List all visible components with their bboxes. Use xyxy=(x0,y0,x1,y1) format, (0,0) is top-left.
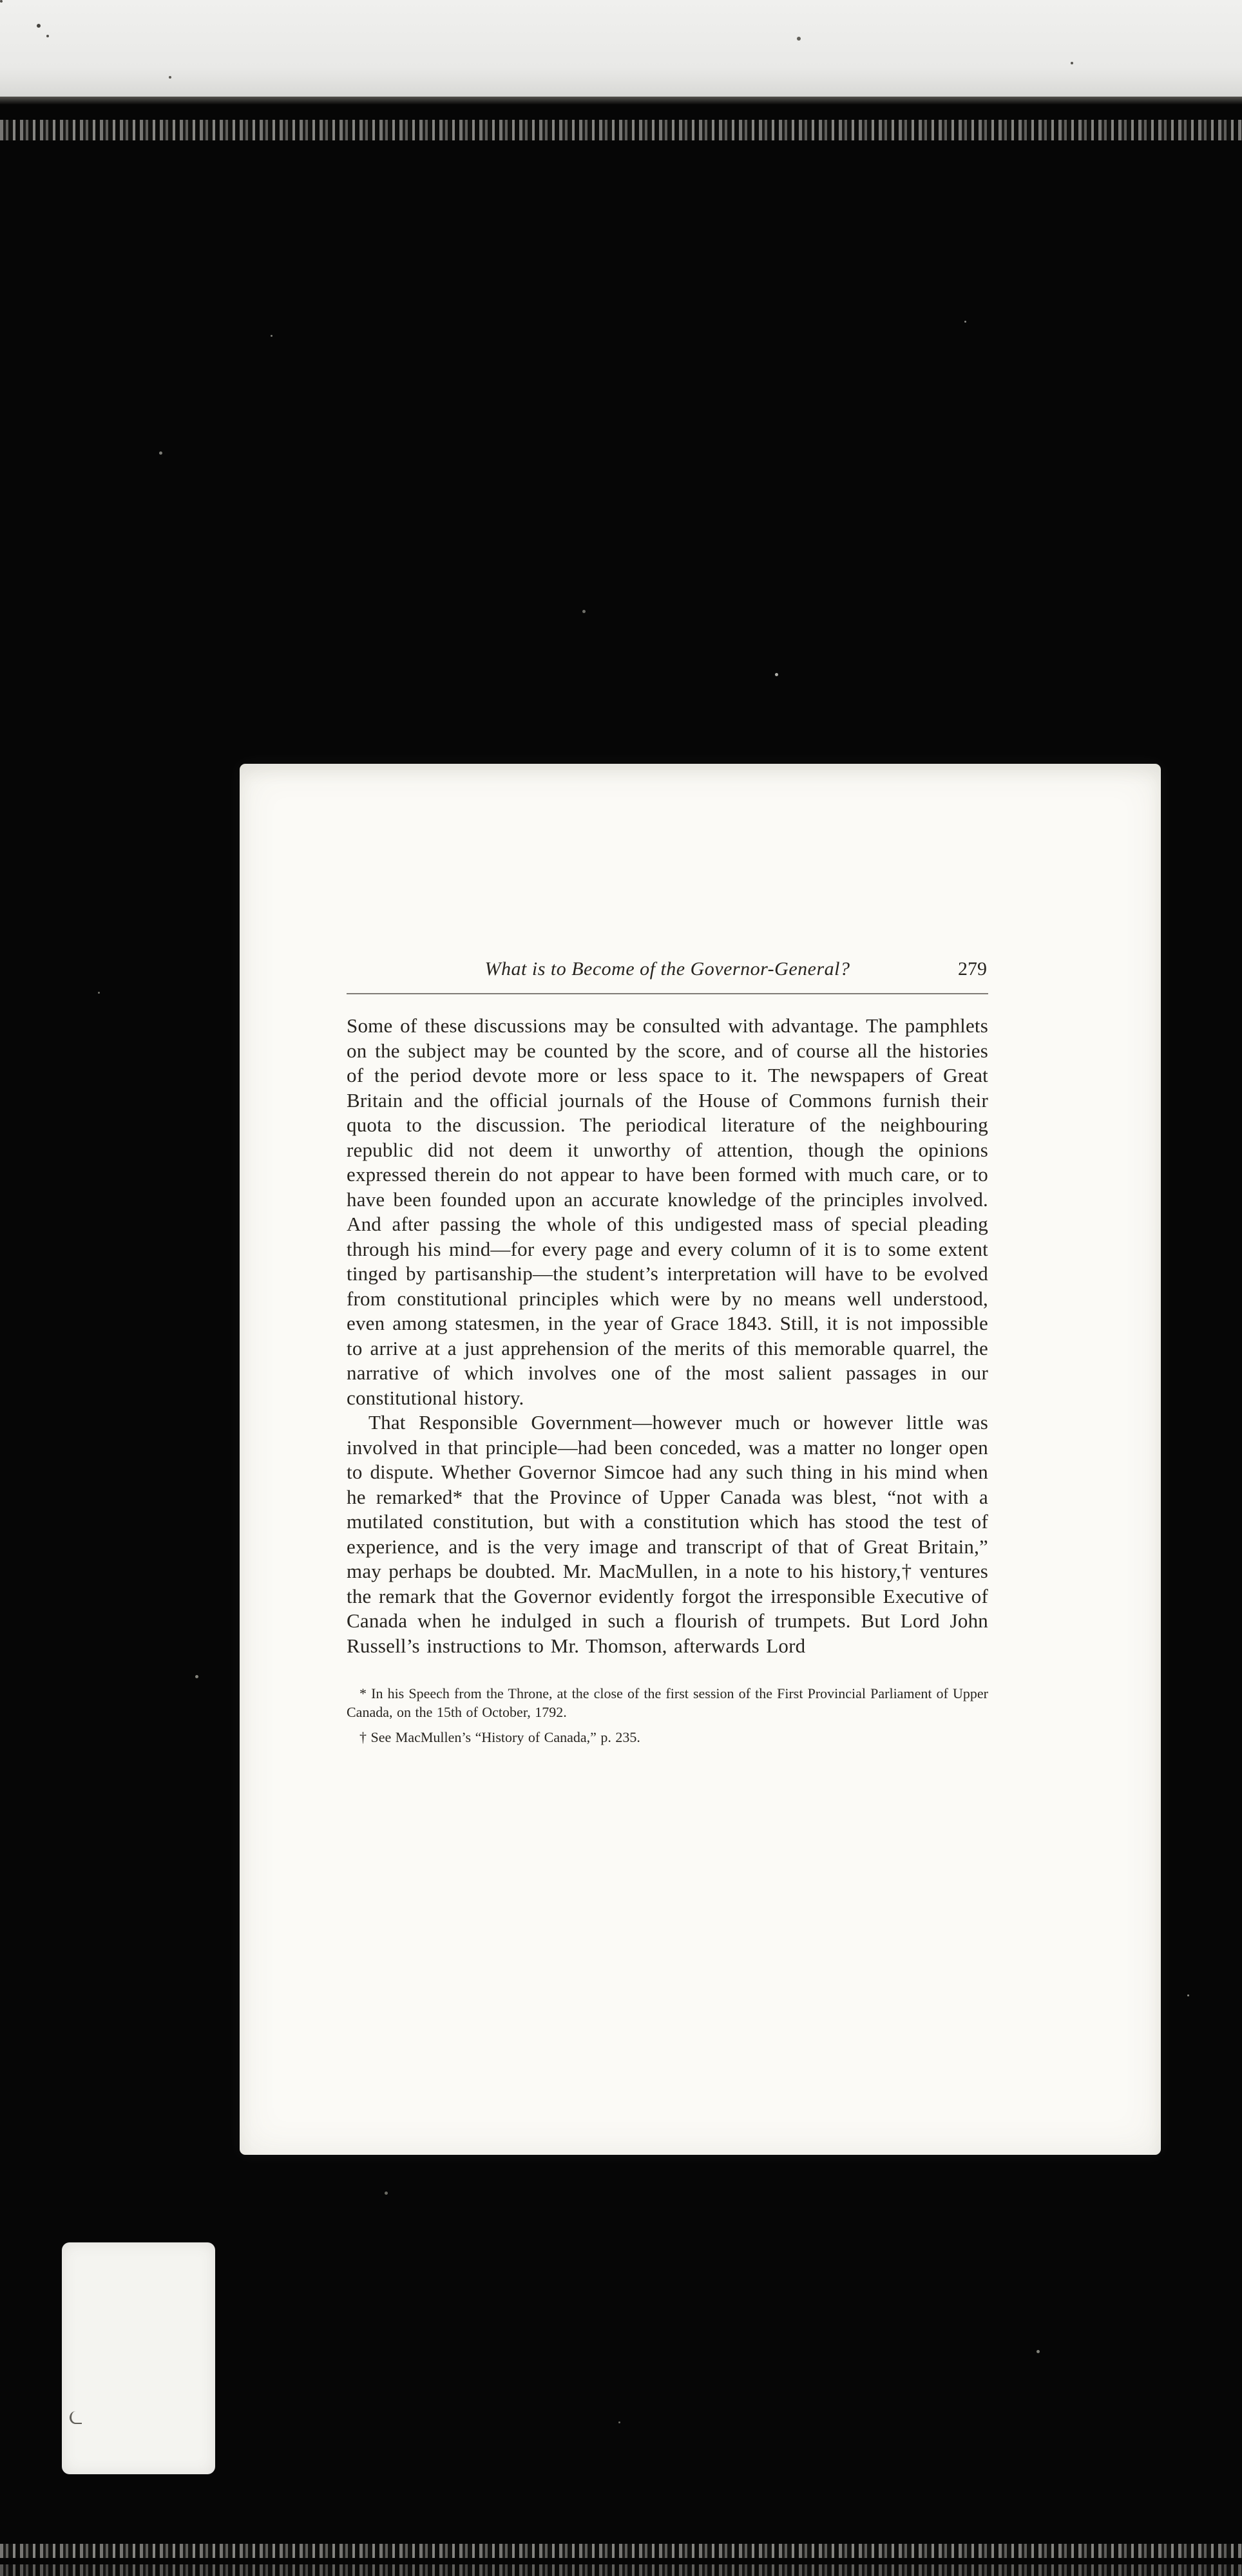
running-head xyxy=(347,956,988,983)
film-edge-band-top xyxy=(0,120,1242,140)
film-edge-band-bottom-2 xyxy=(0,2564,1242,2576)
label-card-mark xyxy=(70,2411,82,2424)
film-edge-band-bottom xyxy=(0,2544,1242,2558)
film-strip-specks xyxy=(0,0,3,3)
body-paragraph: That Responsible Government—however much or however little was involved in that principle—had been conceded, was a matter no longer open to dispute. Whether Governor Simcoe had any such thing in his mind when he remarked* that the Province of Upper Canada was blest, “not with a mutilated constitution, but with a constitution which has stood the test of experience, and is the very image and transcript of that of Great Britain,” may perhaps be doubted. Mr. MacMullen, in a note to his history,† ventures the remark that the Governor evidently forgot the irresponsible Executive of Canada when he indulged in such a flourish of trumpets. But Lord John Russell’s instructions to Mr. Thomson, afterwards Lord xyxy=(347,1411,988,1657)
footnote: * In his Speech from the Throne, at the close of the first session of the First Provincial Parliament of Upper Canada, on the 15th of October, 1792. xyxy=(347,1685,988,1720)
scanned-page xyxy=(240,764,1161,2155)
footnote: † See MacMullen’s “History of Canada,” p. 235. xyxy=(359,1729,640,1745)
page-number: 279 xyxy=(958,958,987,980)
film-label-card xyxy=(62,2242,215,2474)
header-rule xyxy=(347,993,988,994)
film-top-strip xyxy=(0,0,1242,97)
body-text xyxy=(347,1014,988,1658)
footnotes xyxy=(347,1684,988,1747)
running-head-title: What is to Become of the Governor-General? xyxy=(484,958,850,980)
film-top-strip-shadow xyxy=(0,97,1242,104)
page-text-column xyxy=(347,956,988,1753)
body-paragraph: Some of these discussions may be consulted with advantage. The pamphlets on the subject may be counted by the score, and of course all the histories of the period devote more or less space to it. The newspapers of Great Britain and the official journals of the House of Commons furnish their quota to the discussion. The periodical literature of the neighbouring republic did not deem it unworthy of attention, though the opinions expressed therein do not appear to have been formed with much care, or to have been founded upon an accurate knowledge of the principles involved. And after passing the whole of this undigested mass of special pleading through his mind—for every page and every column of it is to some extent tinged by partisanship—the student’s interpretation will have to be evolved from constitutional principles which were by no means well understood, even among statesmen, in the year of Grace 1843. Still, it is not impossible to arrive at a just apprehension of the merits of this memorable quarrel, the narrative of which involves one of the most salient passages in our constitutional history. xyxy=(347,1014,988,1409)
